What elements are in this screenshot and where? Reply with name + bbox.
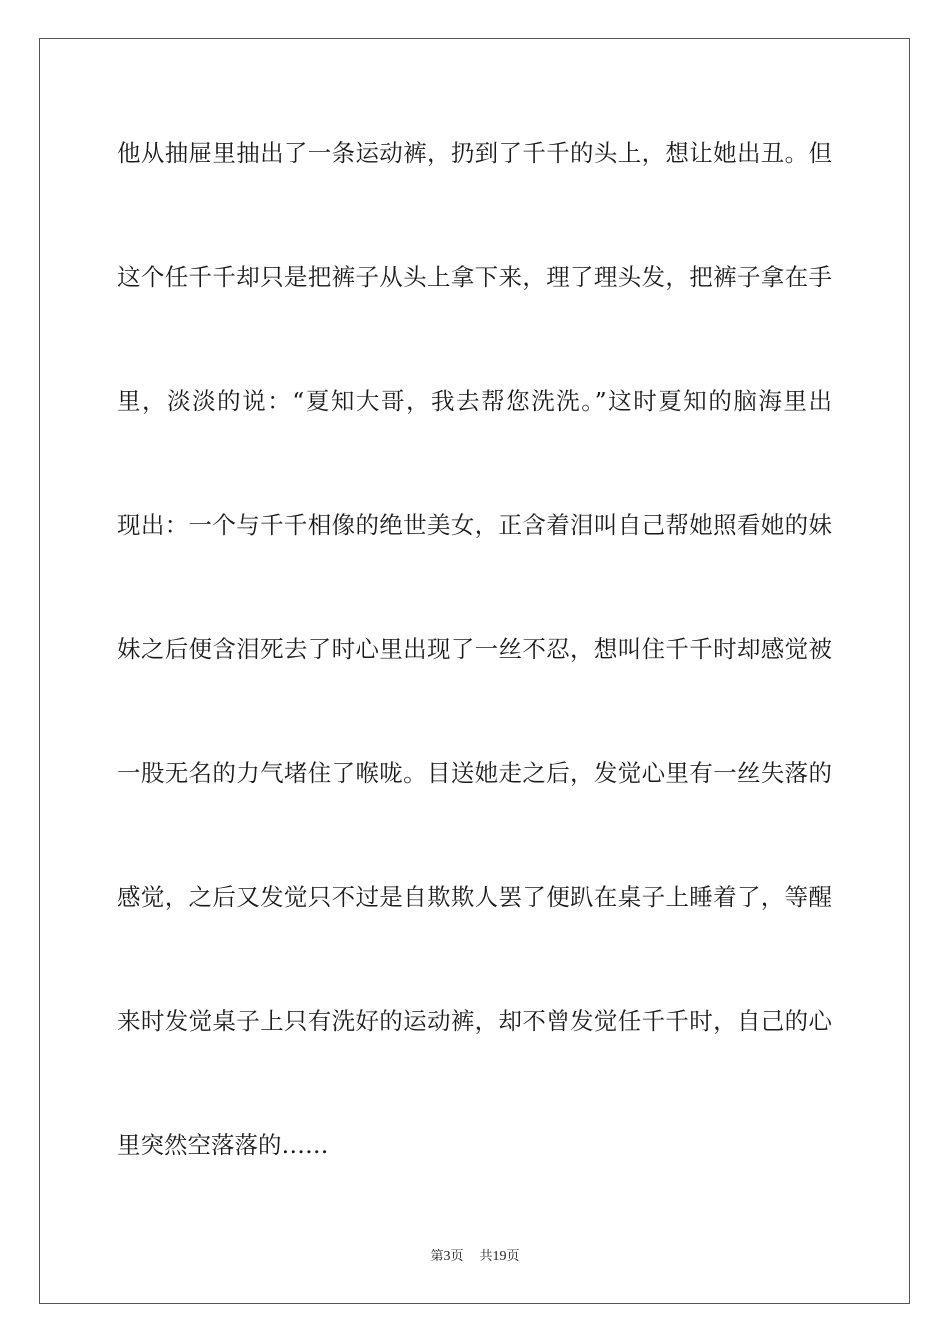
text-line-9: 里突然空落落的…… [117,1131,329,1159]
text-line-2: 这个任千千却只是把裤子从头上拿下来，理了理头发，把裤子拿在手 [117,263,832,291]
text-line-4: 现出：一个与千千相像的绝世美女，正含着泪叫自己帮她照看她的妹 [117,511,832,539]
document-body [117,122,832,1176]
total-pages: 19 [492,1249,507,1264]
text-line-8: 来时发觉桌子上只有洗好的运动裤，却不曾发觉任千千时，自己的心 [117,1007,832,1035]
text-line-7: 感觉，之后又发觉只不过是自欺欺人罢了便趴在桌子上睡着了，等醒 [117,883,832,911]
page-number: 3 [443,1249,451,1264]
text-line-5: 妹之后便含泪死去了时心里出现了一丝不忍，想叫住千千时却感觉被 [117,635,832,663]
page-suffix: 页 [450,1249,464,1264]
total-prefix: 共 [479,1249,493,1264]
text-line-1: 他从抽屉里抽出了一条运动裤，扔到了千千的头上，想让她出丑。但 [117,139,832,167]
page-footer [0,1248,950,1266]
text-line-3: 里，淡淡的说：“夏知大哥，我去帮您洗洗。”这时夏知的脑海里出 [117,387,832,415]
page-prefix: 第 [430,1249,444,1264]
text-line-6: 一股无名的力气堵住了喉咙。目送她走之后，发觉心里有一丝失落的 [117,759,832,787]
total-suffix: 页 [506,1249,520,1264]
